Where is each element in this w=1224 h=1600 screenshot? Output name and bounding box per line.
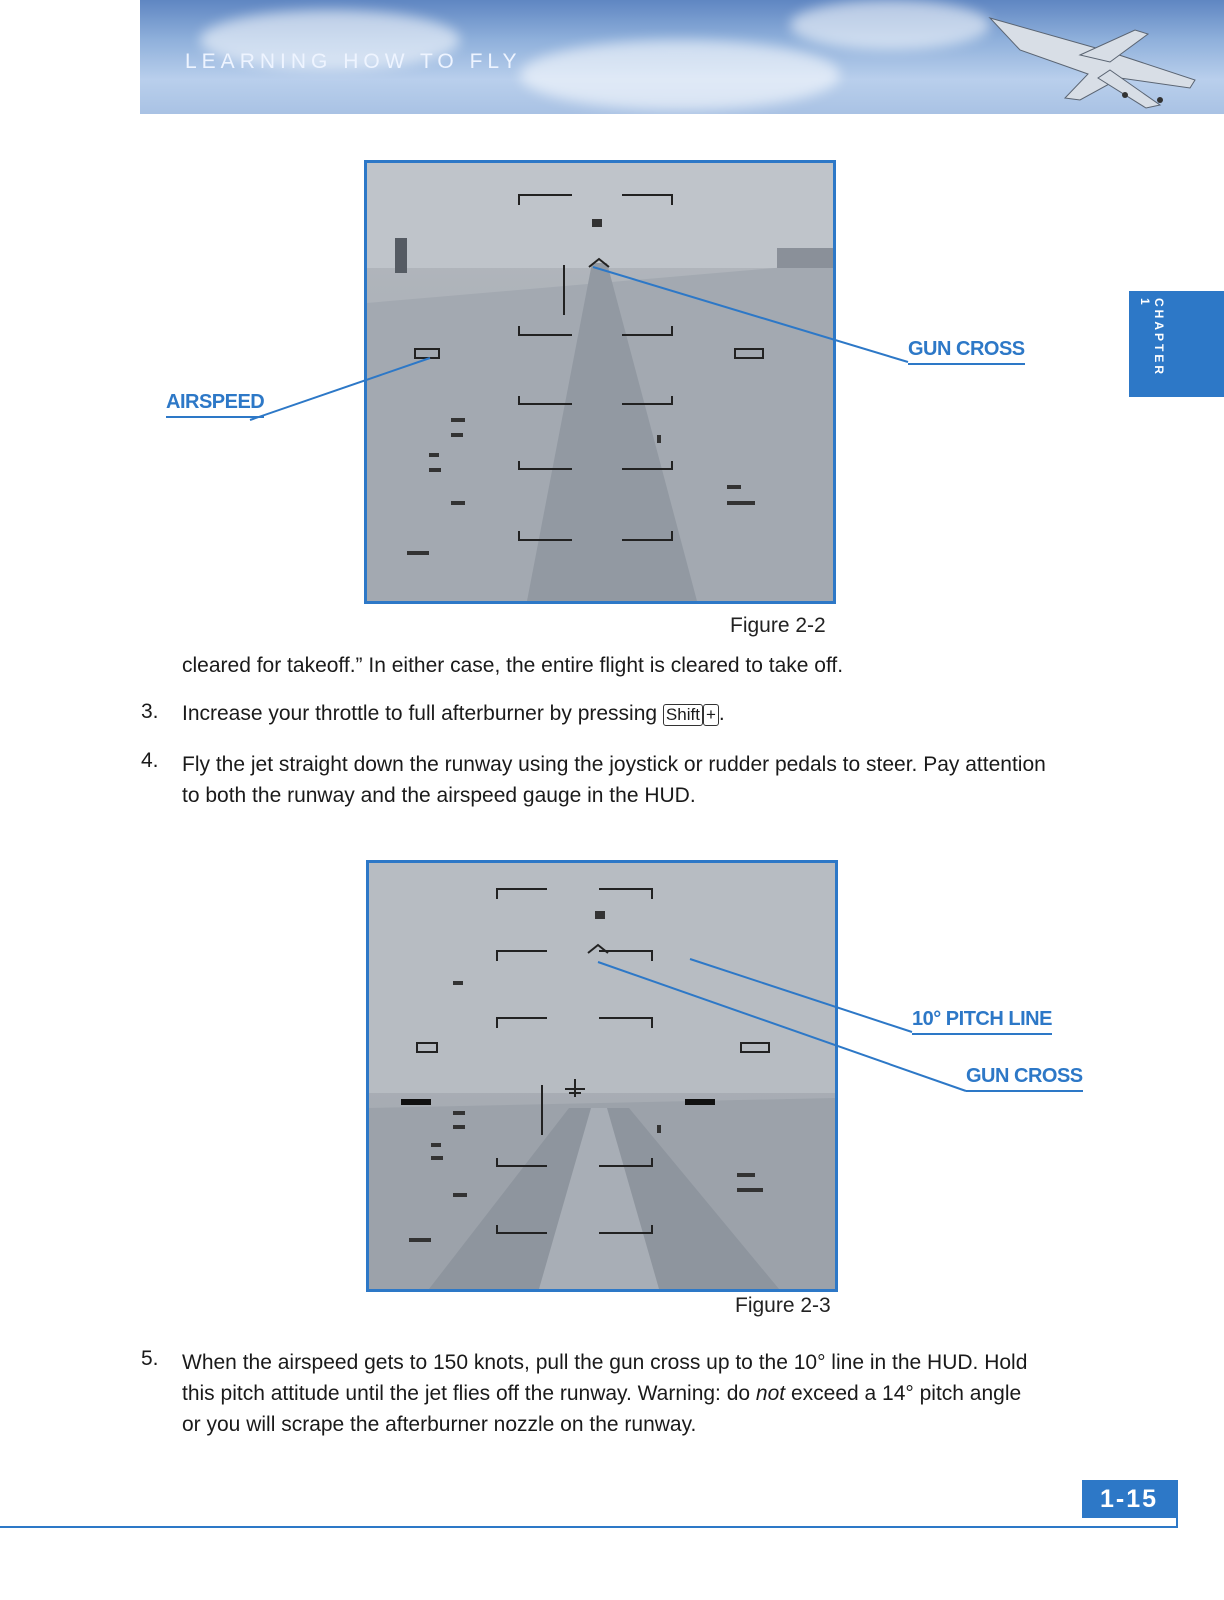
step-5-line: or you will scrape the afterburner nozzle on the runway. [182,1413,697,1436]
step-number: 3. [141,700,159,723]
paragraph-continuation: cleared for takeoff.” In either case, the entire flight is cleared to take off. [182,654,844,677]
header-banner [140,0,1224,114]
hud-takeoff-scene [369,863,835,1289]
step-5-fragment: this pitch attitude until the jet flies off the runway. Warning: do [182,1382,756,1405]
footer-rule [0,1526,1178,1528]
step-5-emphasis: not [755,1382,786,1405]
shift-key: Shift [663,704,703,726]
figure-caption: Figure 2-2 [730,614,826,637]
hangar [777,248,833,268]
page-number: 1-15 [1099,1485,1159,1513]
step-3-instruction: Increase your throttle to full afterburner by pressing [182,702,663,725]
callout-gun-cross: GUN CROSS [966,1065,1083,1092]
step-4-text [182,749,1122,811]
step-4-line: to both the runway and the airspeed gauge in the HUD. [182,784,696,807]
figure-caption: Figure 2-3 [735,1294,831,1317]
figure-2-3-hud-screenshot [366,860,838,1292]
step-4-line: Fly the jet straight down the runway using the joystick or rudder pedals to steer. Pay attention [182,753,1046,776]
step-5-fragment: exceed a 14° pitch angle [785,1382,1022,1405]
wheel-icon [1157,97,1163,103]
step-5-line [182,1378,1122,1409]
callout-pitch-line: 10° PITCH LINE [912,1008,1052,1035]
heading-readout [595,911,605,919]
section-title: LEARNING HOW TO FLY [185,50,522,73]
fighter-jet-illustration [960,0,1220,114]
footer-rule-tick [1176,1480,1178,1528]
plus-key: + [703,704,719,726]
runway-marker [401,1099,431,1105]
callout-gun-cross: GUN CROSS [908,338,1025,365]
step-number: 5. [141,1347,159,1370]
step-5-text [182,1347,1122,1440]
wheel-icon [1122,92,1128,98]
chapter-tab-label: CHAPTER 1 [1138,298,1166,378]
hud-runway-scene [367,163,833,601]
figure-2-2-hud-screenshot [364,160,836,604]
heading-readout [592,219,602,227]
step-number: 4. [141,749,159,772]
step-5-line: When the airspeed gets to 150 knots, pull the gun cross up to the 10° line in the HUD. Hold [182,1351,1028,1374]
step-3-text [182,700,725,727]
step-3-period: . [718,702,725,725]
callout-airspeed: AIRSPEED [166,391,264,418]
control-tower [395,238,407,273]
runway-marker [685,1099,715,1105]
cloud-decoration [520,40,840,110]
